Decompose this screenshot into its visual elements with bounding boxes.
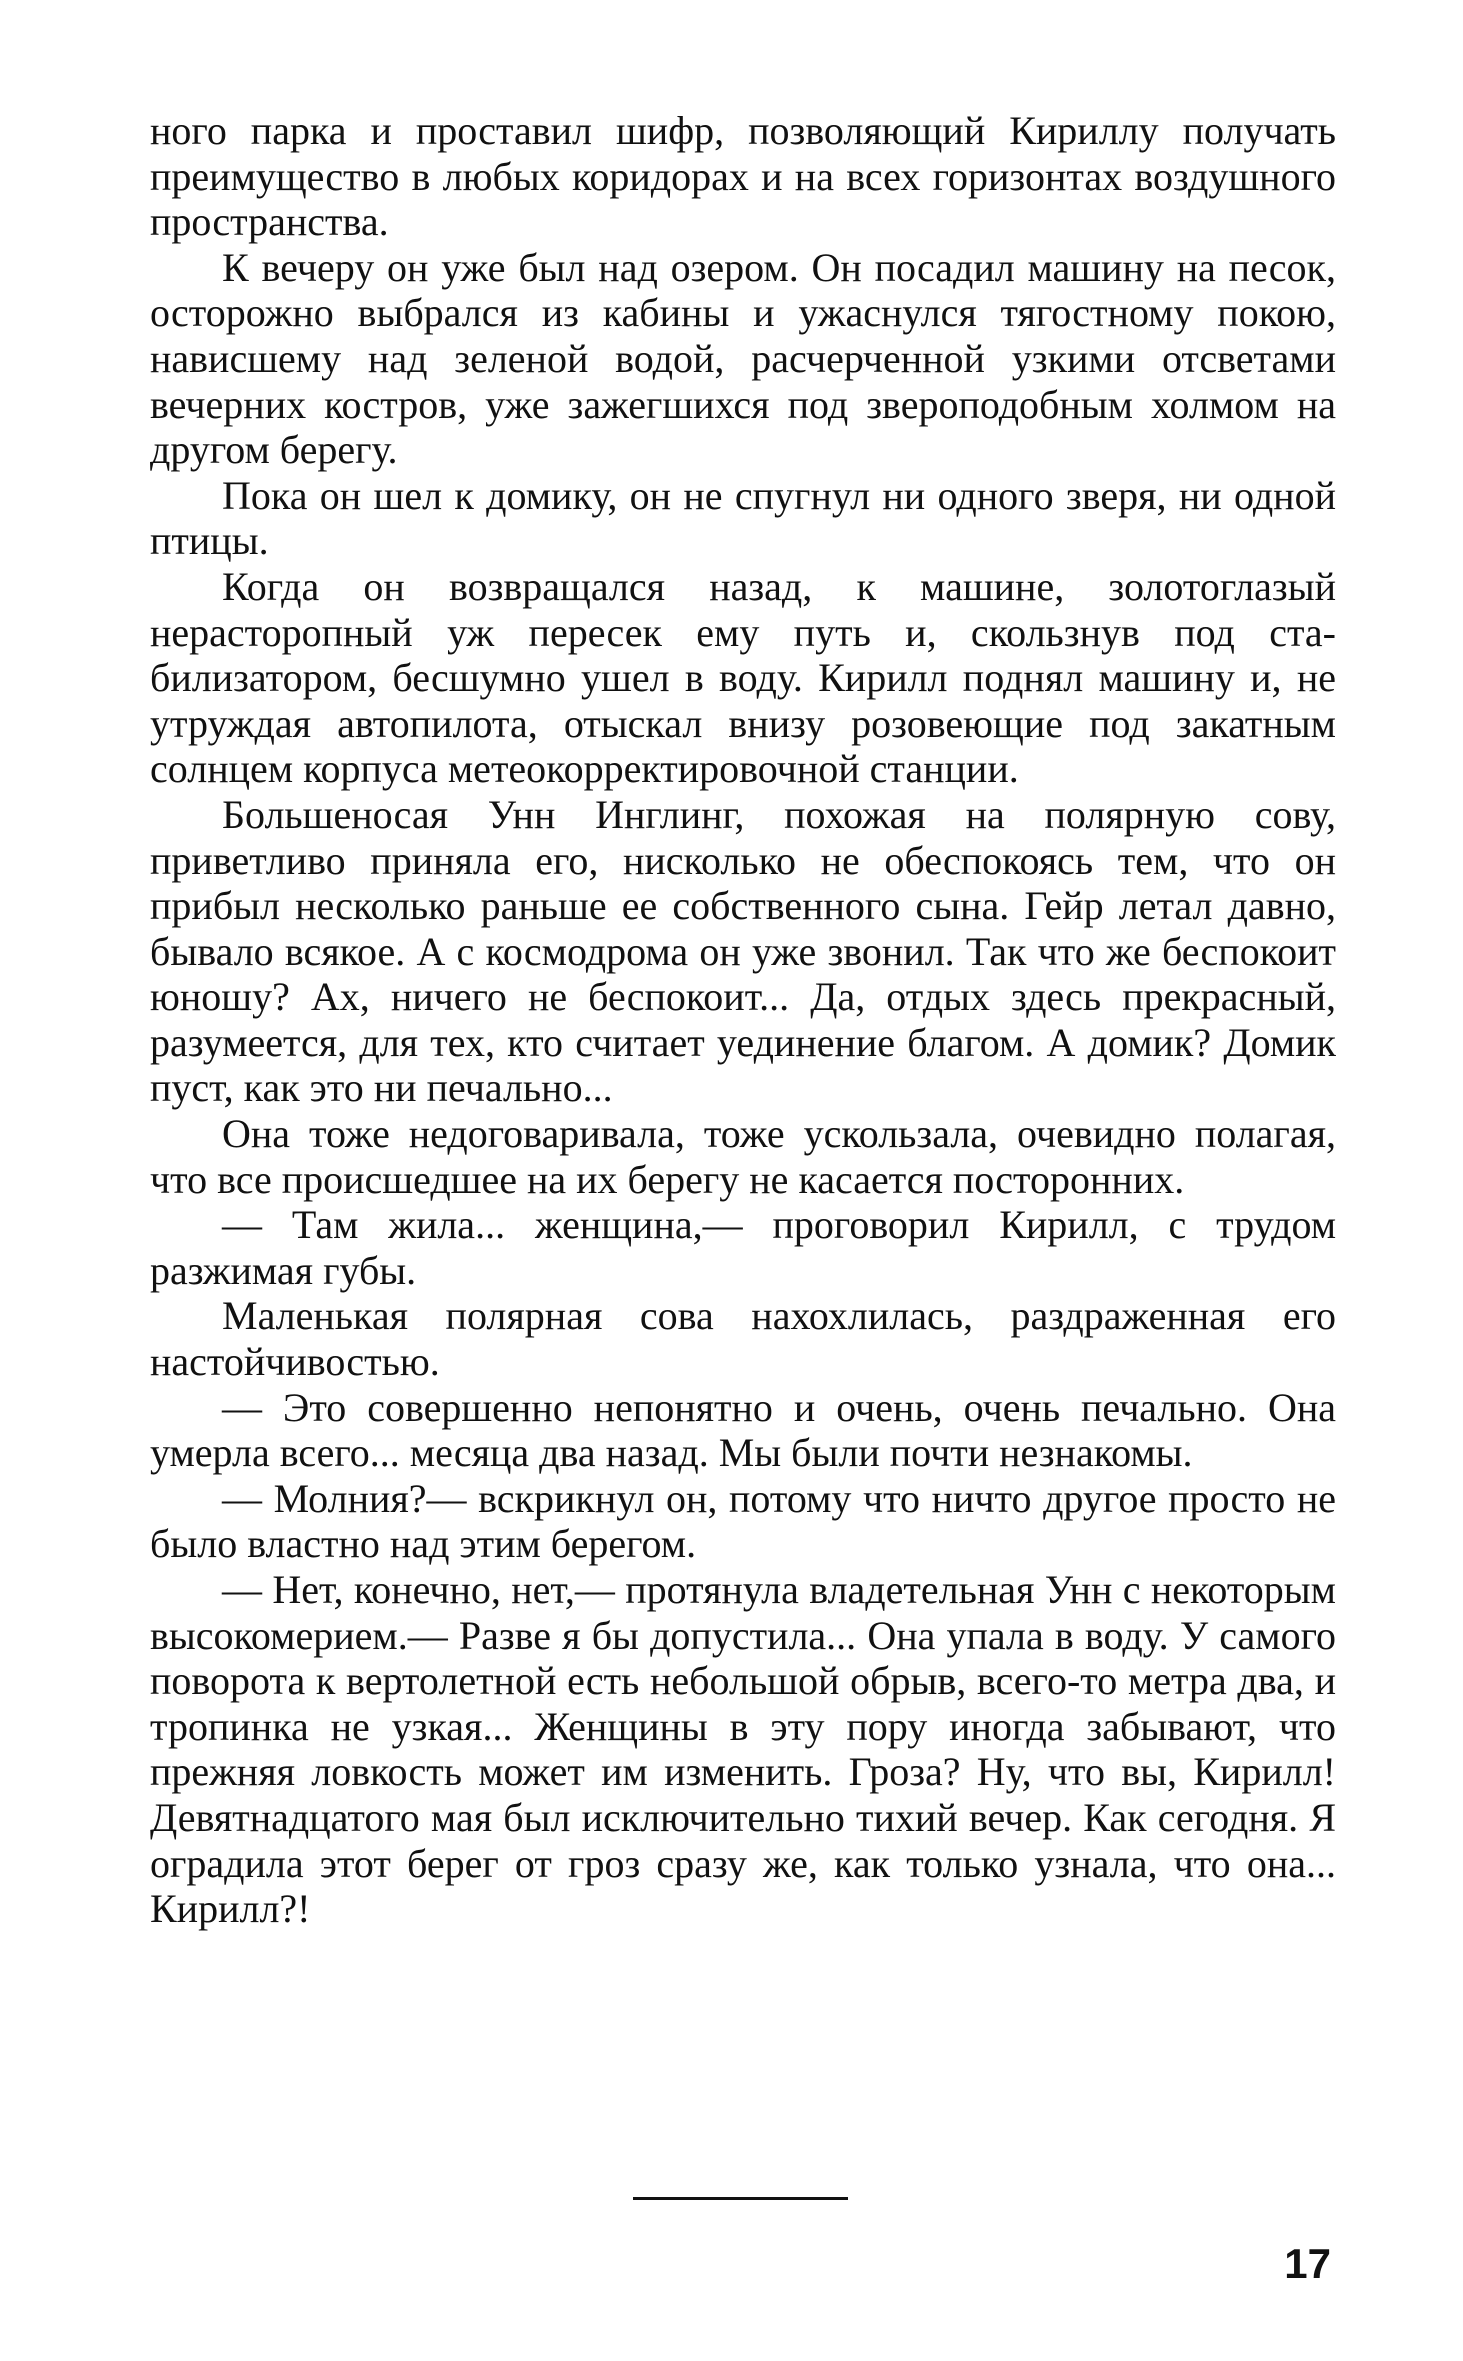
footer-rule xyxy=(633,2197,848,2200)
paragraph-2: К вечеру он уже был над озером. Он посадил машину на песок, осторожно выбрался из кабины и ужаснулся тягостному покою, нависшему над зеленой водой, расчерченной узкими отсветами вечерних костров, уже зажегшихся под звероподобным холмом на другом берегу. xyxy=(150,244,1336,473)
paragraph-4: Когда он возвращался назад, к машине, золотоглазый нерасторопный уж пересек ему путь и, скользнув под стабилизатором, бесшумно ушел в воду. Кирилл поднял машину и, не утруждая автопилота, отыскал внизу розовеющие под закатным солнцем корпуса метеокорректировочной станции. xyxy=(150,563,1336,792)
paragraph-10: — Молния?— вскрикнул он, потому что ничто другое просто не было властно над этим берегом. xyxy=(150,1475,1336,1567)
paragraph-11: — Нет, конечно, нет,— протянула владетельная Унн с некоторым высокомерием.— Разве я бы допустила... Она упала в воду. У самого поворота к вертолетной есть небольшой обрыв, всего-то метра два, и тропинка не узкая... Женщины в эту пору иногда забывают, что прежняя ловкость может им изменить. Гроза? Ну, что вы, Кирилл! Девятнадцатого мая был исключительно тихий вечер. Как сегодня. Я оградила этот берег от гроз сразу же, как только узнала, что она... Кирилл?! xyxy=(150,1567,1336,1932)
paragraph-5: Большеносая Унн Инглинг, похожая на полярную сову, приветливо приняла его, нисколько не обеспокоясь тем, что он прибыл несколько раньше ее собственного сына. Гейр летал давно, бывало всякое. А с космодрома он уже звонил. Так что же беспокоит юношу? Ах, ничего не беспокоит... Да, отдых здесь прекрасный, разумеется, для тех, кто считает уединение благом. А домик? Домик пуст, как это ни печально... xyxy=(150,791,1336,1111)
paragraph-6: Она тоже недоговаривала, тоже ускользала, очевидно полагая, что все происшедшее на их берегу не касается посторонних. xyxy=(150,1111,1336,1202)
book-page-text xyxy=(150,108,1336,1932)
page-number: 17 xyxy=(1284,2240,1331,2287)
paragraph-1: ного парка и проставил шифр, позволяющий Кириллу получать преимущество в любых коридорах и на всех горизонтах воздушного пространства. xyxy=(150,108,1336,245)
paragraph-3: Пока он шел к домику, он не спугнул ни одного зверя, ни одной птицы. xyxy=(150,472,1336,564)
paragraph-7: — Там жила... женщина,— проговорил Кирилл, с трудом разжимая губы. xyxy=(150,1202,1336,1293)
paragraph-9: — Это совершенно непонятно и очень, очень печально. Она умерла всего... месяца два назад. Мы были почти незнакомы. xyxy=(150,1384,1336,1476)
paragraph-8: Маленькая полярная сова нахохлилась, раздраженная его настойчивостью. xyxy=(150,1293,1336,1385)
